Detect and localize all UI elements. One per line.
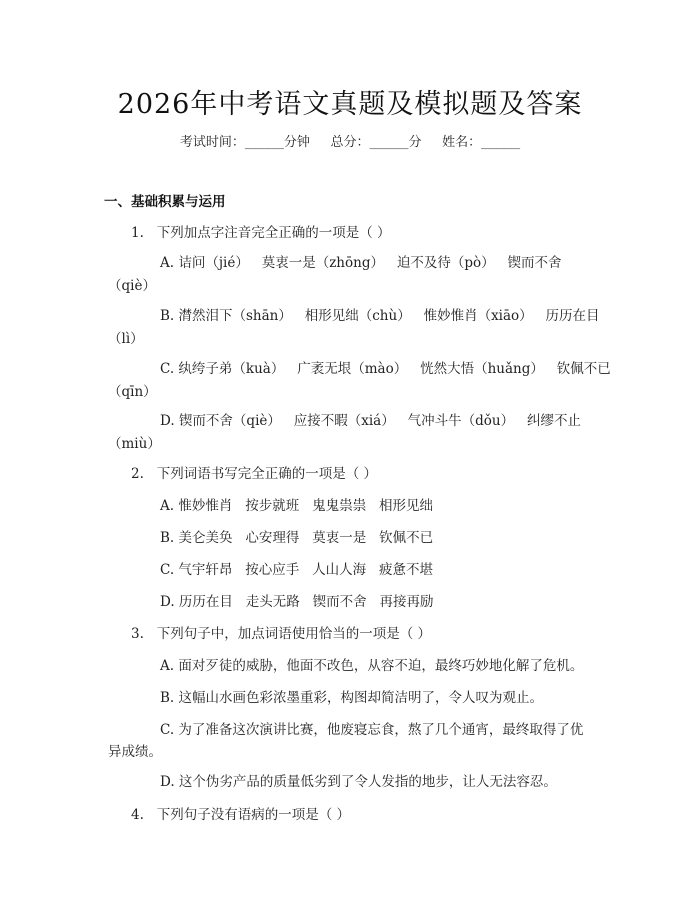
- option-line: A. 惟妙惟肖 按步就班 鬼鬼祟祟 相形见绌: [160, 498, 433, 514]
- option-line: B. 潸然泪下（shān） 相形见绌（chù） 惟妙惟肖（xiāo） 历历在目: [160, 308, 600, 324]
- page-title: 2026年中考语文真题及模拟题及答案: [117, 89, 583, 120]
- exam-info-line: 考试时间：______分钟 总分：______分 姓名：______: [179, 135, 521, 150]
- option-continuation: （qiè）: [108, 278, 156, 294]
- option-line: D. 锲而不舍（qiè） 应接不暇（xiá） 气冲斗牛（dǒu） 纠缪不止: [160, 413, 581, 429]
- option-line: D. 这个伪劣产品的质量低劣到了令人发指的地步，让人无法容忍。: [160, 774, 557, 790]
- option-continuation: （miù）: [108, 436, 161, 452]
- option-line: C. 气宇轩昂 按心应手 人山人海 疲惫不堪: [160, 562, 434, 578]
- option-continuation: （lì）: [108, 331, 144, 347]
- question-stem: 1. 下列加点字注音完全正确的一项是（ ）: [131, 225, 391, 241]
- option-continuation: （qīn）: [108, 384, 157, 400]
- option-line: A. 面对歹徒的威胁，他面不改色，从容不迫，最终巧妙地化解了危机。: [160, 658, 584, 674]
- section-heading: 一、基础积累与运用: [104, 194, 226, 210]
- option-continuation: 异成绩。: [108, 744, 162, 760]
- option-line: A. 诘问（jié） 莫衷一是（zhōng） 迫不及待（pò） 锲而不舍: [160, 255, 562, 271]
- question-stem: 2. 下列词语书写完全正确的一项是（ ）: [131, 466, 378, 482]
- option-line: C. 纨绔子弟（kuà） 广袤无垠（mào） 恍然大悟（huǎng） 钦佩不已: [160, 361, 611, 377]
- question-stem: 4. 下列句子没有语病的一项是（ ）: [131, 807, 351, 823]
- option-line: B. 美仑美奂 心安理得 莫衷一是 钦佩不已: [160, 530, 434, 546]
- option-line: C. 为了准备这次演讲比赛，他废寝忘食，熬了几个通宵，最终取得了优: [160, 722, 584, 738]
- question-stem: 3. 下列句子中，加点词语使用恰当的一项是（ ）: [131, 626, 432, 642]
- option-line: B. 这幅山水画色彩浓墨重彩，构图却简洁明了，令人叹为观止。: [160, 690, 544, 706]
- option-line: D. 历历在目 走头无路 锲而不舍 再接再励: [160, 594, 434, 610]
